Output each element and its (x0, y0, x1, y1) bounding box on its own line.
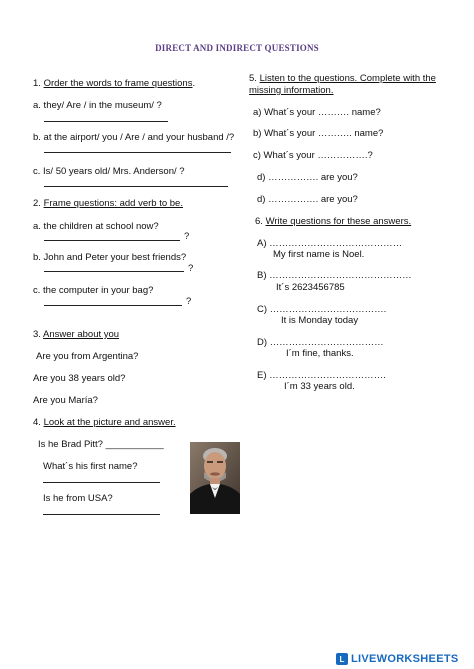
item-4-3: Is he from USA? (43, 493, 113, 504)
item-2b: b. John and Peter your best friends? (33, 252, 187, 263)
question-mark-2a: ? (184, 231, 190, 242)
liveworksheets-logo[interactable] (336, 652, 459, 666)
item-6B-question: B) ……………………………………… (257, 270, 412, 281)
section-5-heading: 5. Listen to the questions. Complete with the (249, 73, 436, 84)
section-3-heading: 3. Answer about you (33, 329, 120, 340)
answer-line-2a[interactable] (44, 240, 180, 241)
item-1c: c. Is/ 50 years old/ Mrs. Anderson/ ? (33, 166, 185, 177)
item-5c: c) What´s your …………….? (253, 150, 373, 161)
item-3-3: Are you María? (33, 395, 98, 406)
item-6C-question: C) ………………………………. (257, 304, 387, 315)
answer-line-2b[interactable] (44, 271, 184, 272)
section-5-heading-line2: missing information. (249, 85, 334, 96)
item-6D-answer: I´m fine, thanks. (286, 348, 354, 359)
item-2a: a. the children at school now? (33, 221, 159, 232)
liveworksheets-logo-text: LIVEWORKSHEETS (351, 653, 459, 665)
item-6E-question: E) ………………………………. (257, 370, 386, 381)
answer-line-4-2[interactable] (43, 482, 160, 483)
item-4-1: Is he Brad Pitt? ___________ (38, 439, 164, 450)
item-5b: b) What´s your ……….. name? (253, 128, 384, 139)
answer-line-4-3[interactable] (43, 514, 160, 515)
item-6A-answer: My first name is Noel. (273, 249, 365, 260)
item-2c: c. the computer in your bag? (33, 285, 154, 296)
answer-line-2c[interactable] (44, 305, 182, 306)
section-6-heading: 6. Write questions for these answers. (255, 216, 412, 227)
worksheet-title: DIRECT AND INDIRECT QUESTIONS (155, 43, 319, 53)
section-2-heading: 2. Frame questions: add verb to be. (33, 198, 183, 209)
section-4-heading: 4. Look at the picture and answer. (33, 417, 176, 428)
item-4-2: What´s his first name? (43, 461, 138, 472)
answer-line-1c[interactable] (44, 186, 228, 187)
item-6E-answer: I´m 33 years old. (284, 381, 355, 392)
question-mark-2b: ? (188, 263, 194, 274)
item-3-1: Are you from Argentina? (36, 351, 139, 362)
section-1-heading: 1. Order the words to frame questions. (33, 78, 196, 89)
item-6D-question: D) ……………………………… (257, 337, 384, 348)
item-1b: b. at the airport/ you / Are / and your husband /? (33, 132, 235, 143)
liveworksheets-logo-icon: L (336, 653, 348, 665)
item-3-2: Are you 38 years old? (33, 373, 126, 384)
answer-line-1a[interactable] (44, 121, 168, 122)
item-6C-answer: It is Monday today (281, 315, 359, 326)
item-5d-2: d) ……………. are you? (257, 194, 358, 205)
item-1a: a. they/ Are / in the museum/ ? (33, 100, 162, 111)
answer-line-1b[interactable] (44, 152, 231, 153)
question-mark-2c: ? (186, 296, 192, 307)
portrait-photo (190, 442, 240, 514)
item-6B-answer: It´s 2623456785 (276, 282, 345, 293)
item-5a: a) What´s your ………. name? (253, 107, 381, 118)
item-6A-question: A) …………………………………… (257, 238, 403, 249)
item-5d-1: d) ……………. are you? (257, 172, 358, 183)
